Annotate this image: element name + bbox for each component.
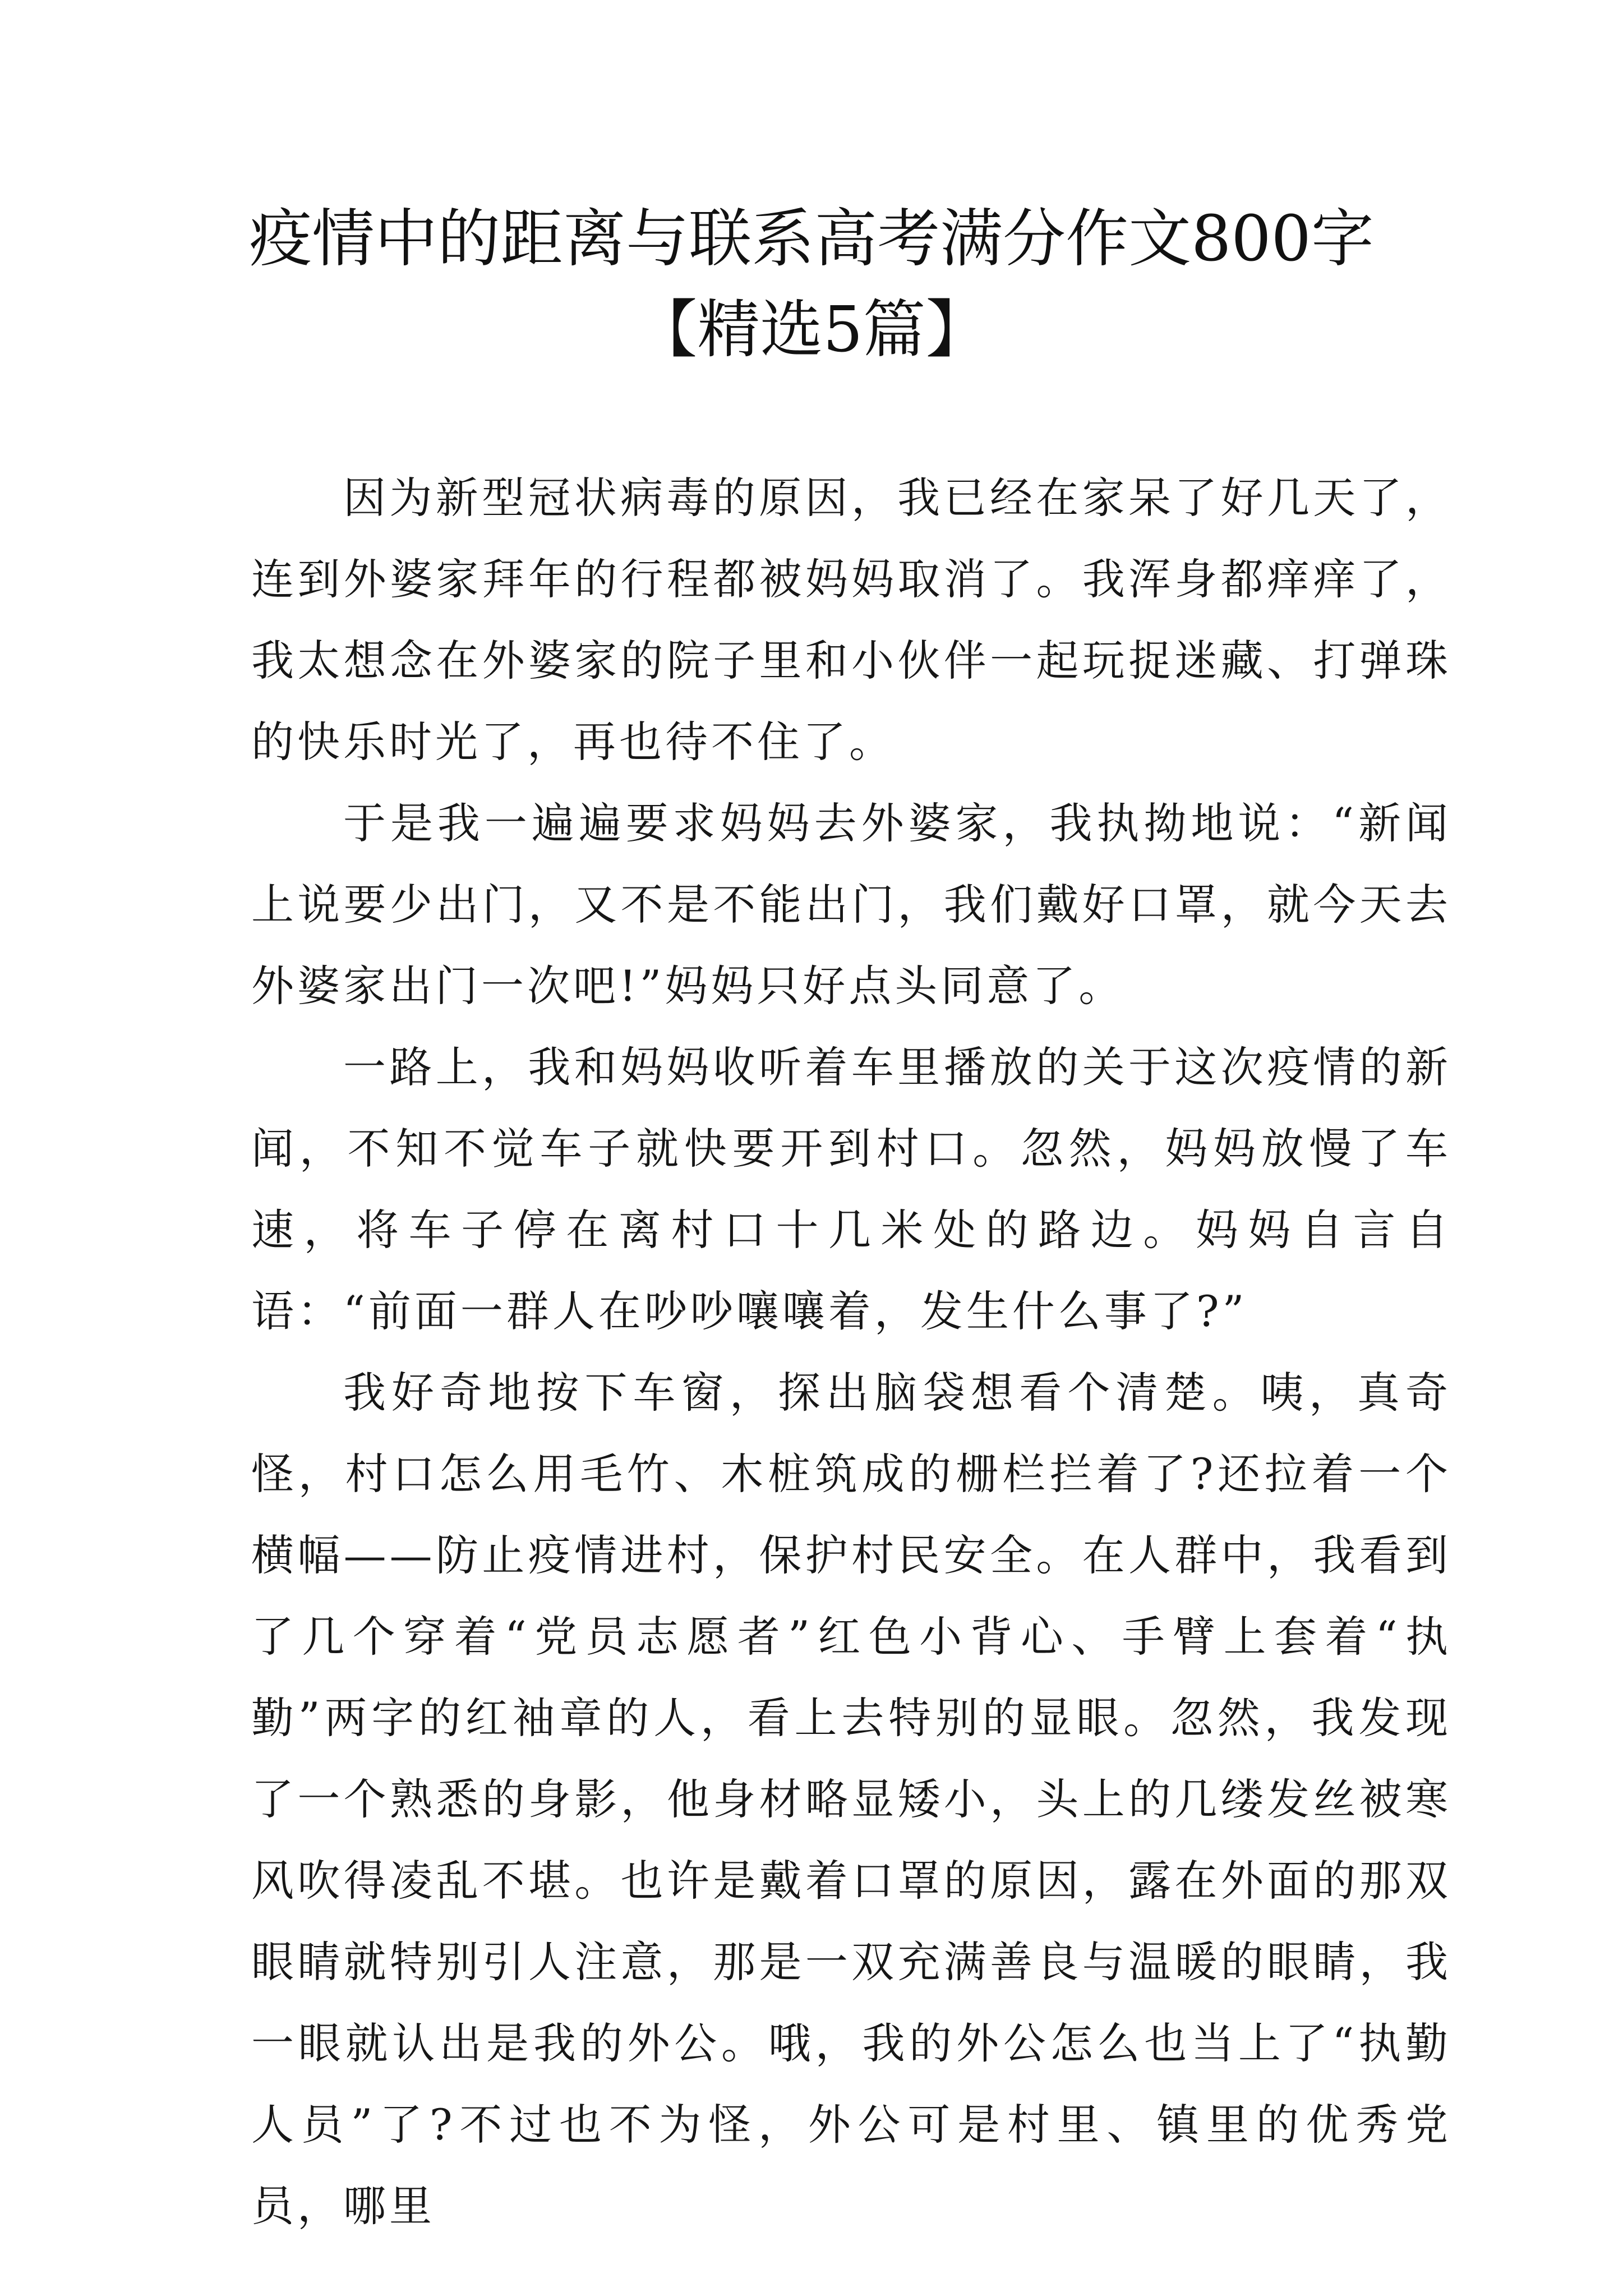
title-line-1: 疫情中的距离与联系高考满分作文800字 — [249, 203, 1374, 275]
paragraph-4: 我好奇地按下车窗，探出脑袋想看个清楚。咦，真奇怪，村口怎么用毛竹、木桩筑成的栅栏拦着了?还拉着一个横幅——防止疫情进村，保护村民安全。在人群中，我看到了几个穿着“党员志愿者”红色小背心、手臂上套着“执勤”两字的红袖章的人，看上去特别的显眼。忽然，我发现了一个熟悉的身影，他身材略显矮小，头上的几缕发丝被寒风吹得凌乱不堪。也许是戴着口罩的原因，露在外面的那双眼睛就特别引人注意，那是一双充满善良与温暖的眼睛，我一眼就认出是我的外公。哦，我的外公怎么也当上了“执勤人员”了?不过也不为怪，外公可是村里、镇里的优秀党员，哪里 — [251, 1368, 1451, 2231]
paragraph-1: 因为新型冠状病毒的原因，我已经在家呆了好几天了，连到外婆家拜年的行程都被妈妈取消了。我浑身都痒痒了，我太想念在外婆家的院子里和小伙伴一起玩捉迷藏、打弹珠的快乐时光了，再也待不住了。 — [251, 473, 1451, 767]
title-line-2: 【精选5篇】 — [634, 293, 989, 366]
paragraph-2: 于是我一遍遍要求妈妈去外婆家，我执拗地说：“新闻上说要少出门，又不是不能出门，我们戴好口罩，就今天去外婆家出门一次吧!”妈妈只好点头同意了。 — [251, 798, 1451, 1011]
paragraph-3: 一路上，我和妈妈收听着车里播放的关于这次疫情的新闻，不知不觉车子就快要开到村口。忽然，妈妈放慢了车速，将车子停在离村口十几米处的路边。妈妈自言自语：“前面一群人在吵吵嚷嚷着，发生什么事了?” — [251, 1042, 1451, 1336]
document-title — [168, 194, 1455, 375]
document-body — [251, 457, 1451, 2247]
